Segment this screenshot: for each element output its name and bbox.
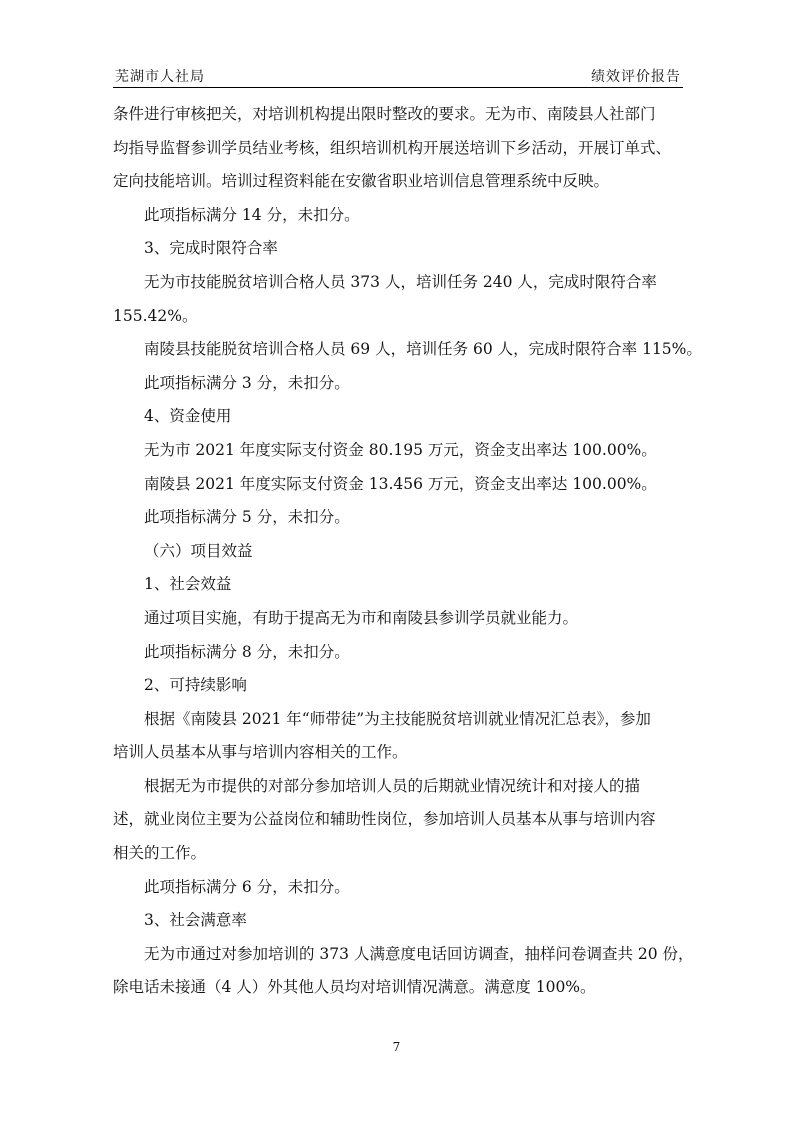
text-line: 根据《南陵县 2021 年“师带徒”为主技能脱贫培训就业情况汇总表》，参加 — [144, 709, 651, 728]
text-line: 1、社会效益 — [144, 575, 232, 594]
text-line: 根据无为市提供的对部分参加培训人员的后期就业情况统计和对接人的描 — [144, 776, 641, 795]
body-text — [113, 98, 702, 1005]
text-line: 南陵县技能脱贫培训合格人员 69 人，培训任务 60 人，完成时限符合率 115%。 — [144, 340, 702, 359]
text-line: 此项指标满分 5 分，未扣分。 — [144, 508, 350, 527]
text-line: 定向技能培训。培训过程资料能在安徽省职业培训信息管理系统中反映。 — [113, 172, 610, 191]
text-line: 均指导监督参训学员结业考核，组织培训机构开展送培训下乡活动，开展订单式、 — [113, 138, 672, 157]
text-line: 南陵县 2021 年度实际支付资金 13.456 万元，资金支出率达 100.00%。 — [144, 474, 657, 493]
text-line: （六）项目效益 — [144, 541, 253, 560]
text-line: 2、可持续影响 — [144, 676, 247, 695]
text-line: 此项指标满分 8 分，未扣分。 — [144, 642, 350, 661]
text-line: 此项指标满分 14 分，未扣分。 — [144, 205, 360, 224]
text-line: 3、社会满意率 — [144, 911, 247, 930]
text-line: 无为市通过对参加培训的 373 人满意度电话回访调查，抽样问卷调查共 20 份， — [144, 944, 694, 963]
text-line: 此项指标满分 6 分，未扣分。 — [144, 877, 350, 896]
text-line: 通过项目实施，有助于提高无为市和南陵县参训学员就业能力。 — [144, 608, 579, 627]
text-line: 无为市技能脱贫培训合格人员 373 人，培训任务 240 人，完成时限符合率 — [144, 272, 657, 291]
text-line: 条件进行审核把关，对培训机构提出限时整改的要求。无为市、南陵县人社部门 — [113, 105, 656, 123]
header-divider — [113, 87, 683, 88]
page-header — [113, 64, 683, 88]
text-line: 无为市 2021 年度实际支付资金 80.195 万元，资金支出率达 100.00%。 — [144, 440, 657, 459]
text-line: 155.42%。 — [113, 306, 198, 325]
text-line: 述，就业岗位主要为公益岗位和辅助性岗位，参加培训人员基本从事与培训内容 — [113, 810, 656, 829]
text-line: 相关的工作。 — [113, 844, 207, 863]
text-line: 此项指标满分 3 分，未扣分。 — [144, 373, 350, 392]
text-line: 4、资金使用 — [144, 407, 232, 426]
text-line: 培训人员基本从事与培训内容相关的工作。 — [113, 743, 408, 762]
page-number: 7 — [392, 1040, 401, 1054]
text-line: 3、完成时限符合率 — [144, 239, 278, 258]
text-line: 除电话未接通（4 人）外其他人员均对培训情况满意。满意度 100%。 — [113, 978, 596, 997]
header-doc-title: 绩效评价报告 — [591, 69, 681, 85]
header-org: 芜湖市人社局 — [115, 69, 205, 85]
